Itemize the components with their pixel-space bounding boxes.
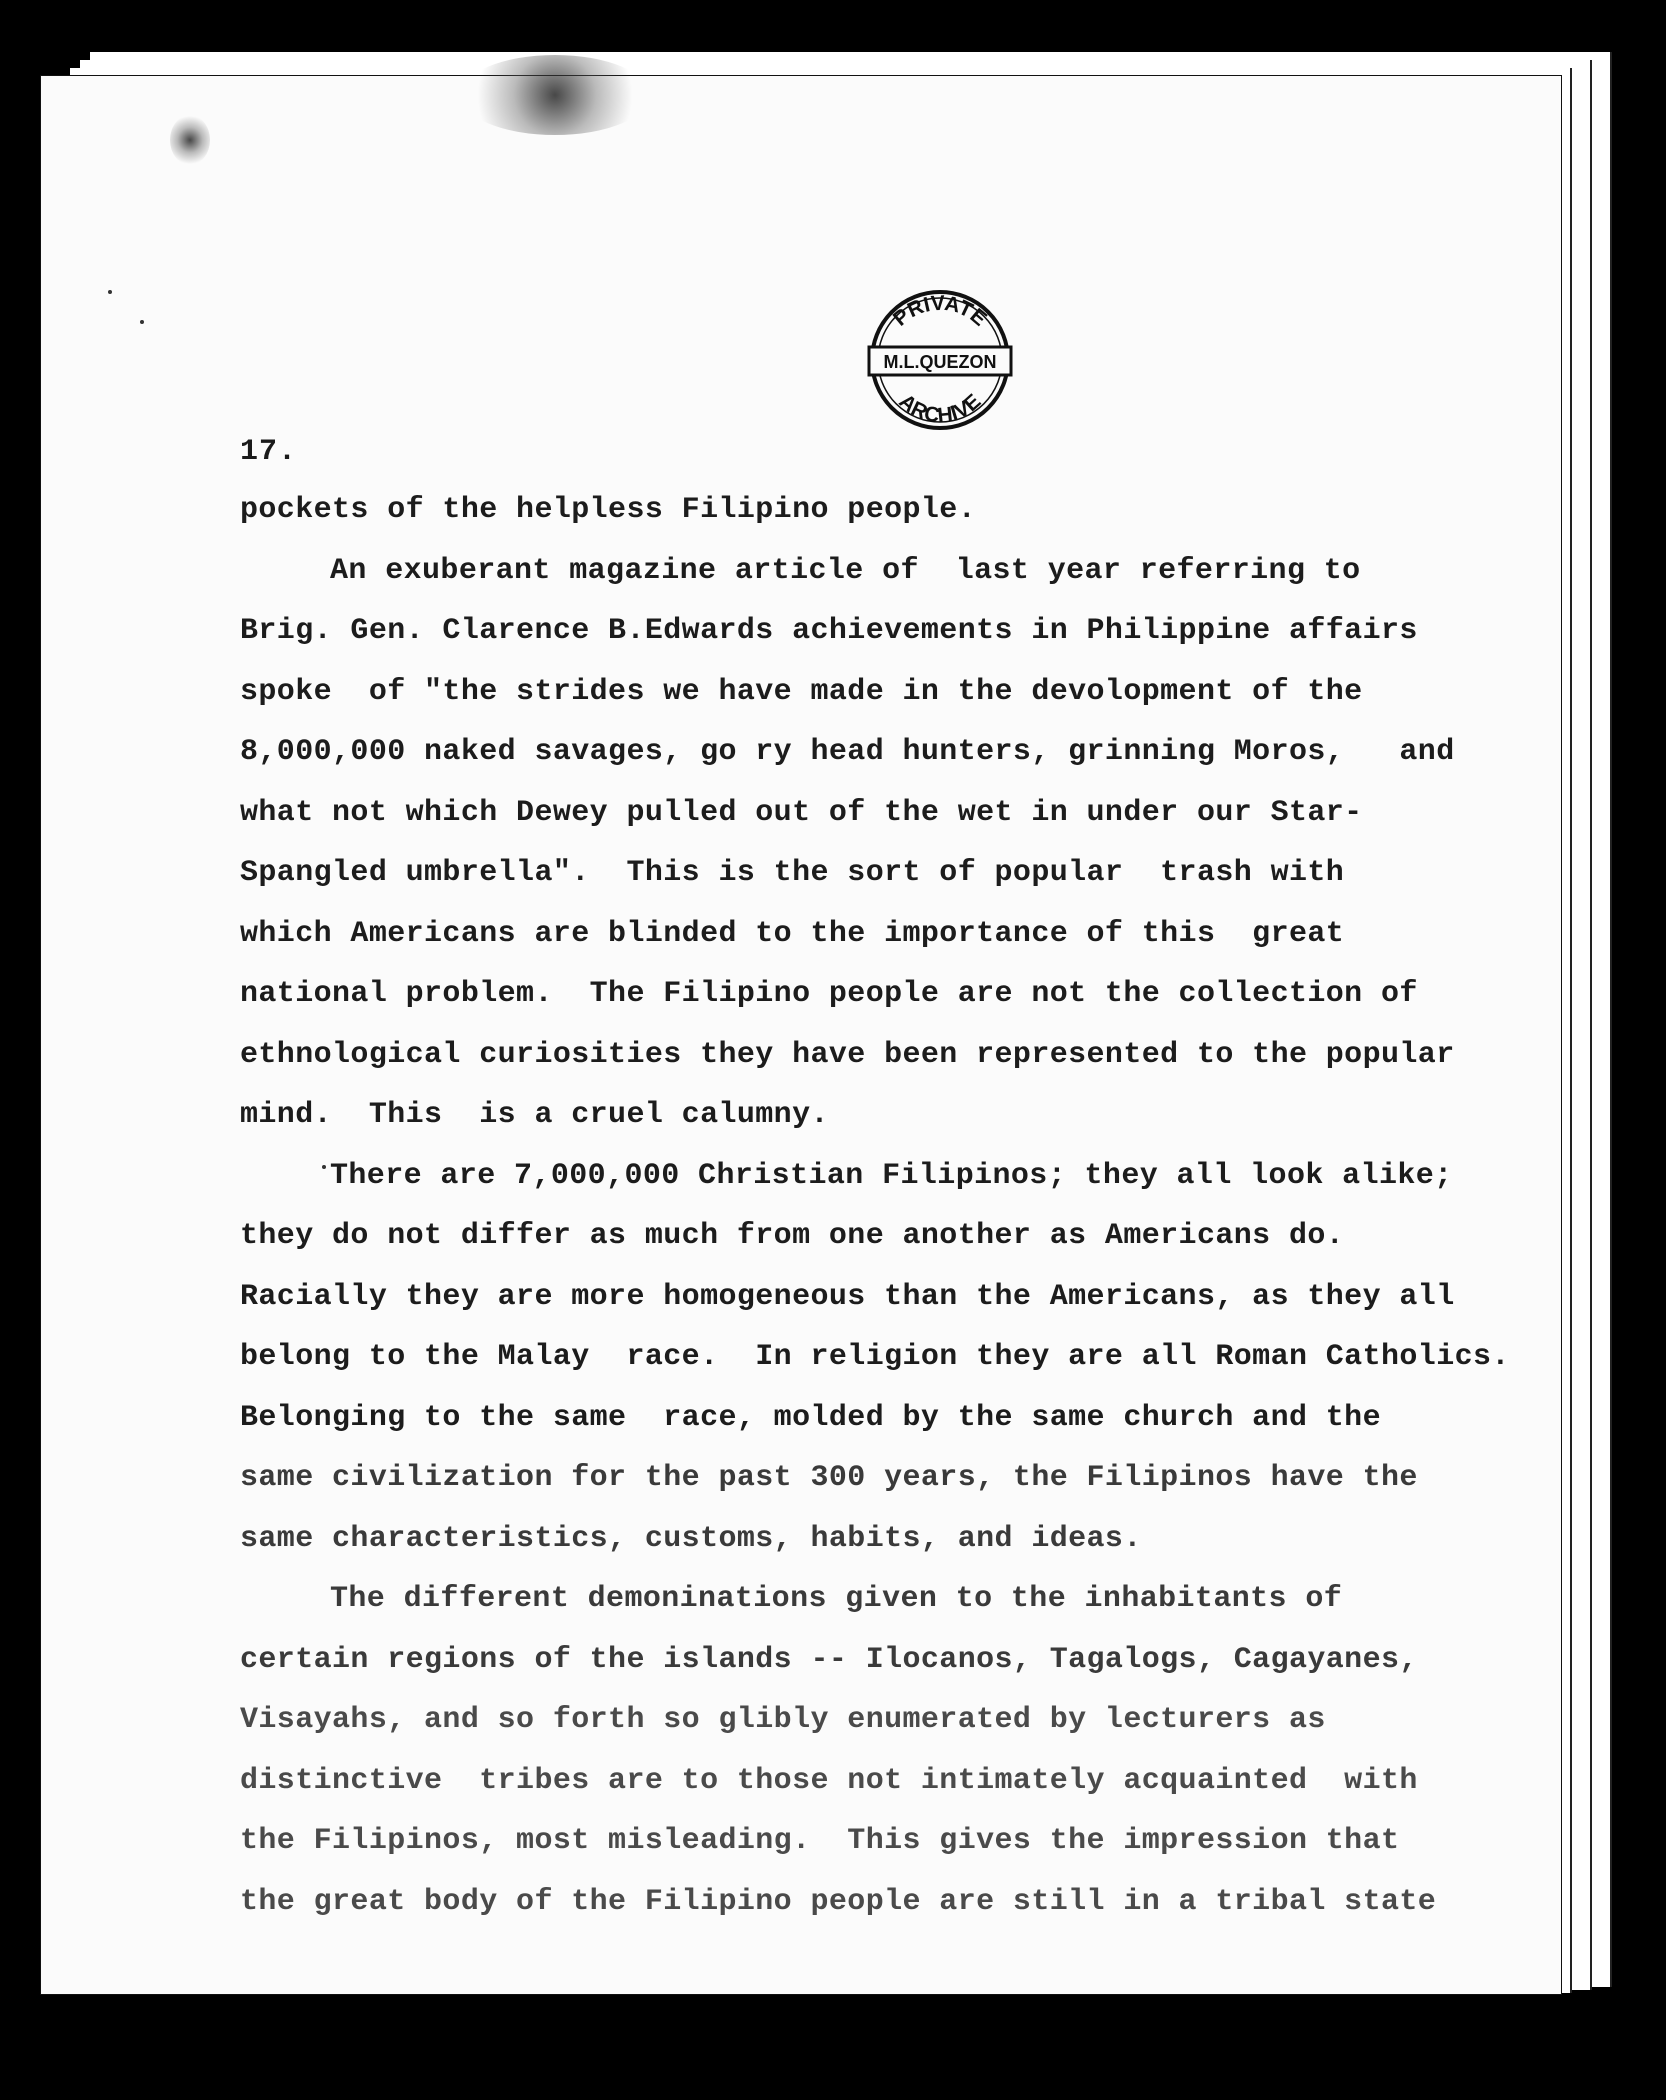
text-line: Visayahs, and so forth so glibly enumerated by lecturers as — [240, 1703, 1326, 1737]
ink-speck — [140, 320, 144, 324]
page-number: 17. — [240, 435, 298, 469]
text-line: spoke of "the strides we have made in the devolopment of the — [240, 674, 1363, 709]
text-line: Racially they are more homogeneous than the Americans, as they all — [240, 1279, 1455, 1314]
text-line: distinctive tribes are to those not intimately acquainted with — [240, 1763, 1418, 1798]
stamp-center-text: M.L.QUEZON — [883, 352, 997, 372]
ink-smudge — [460, 55, 650, 135]
text-line: same characteristics, customs, habits, and ideas. — [240, 1521, 1142, 1556]
text-line: the great body of the Filipino people are still in a tribal state — [240, 1884, 1437, 1919]
text-line: certain regions of the islands -- Ilocanos, Tagalogs, Cagayanes, — [240, 1642, 1418, 1677]
text-line: pockets of the helpless Filipino people. — [240, 493, 977, 527]
text-line: mind. This is a cruel calumny. — [240, 1098, 829, 1132]
typewritten-body — [240, 480, 1570, 1932]
text-line: national problem. The Filipino people are not the collection of — [240, 977, 1418, 1011]
svg-text:PRIVATE — [889, 292, 991, 331]
stamp-top-text: PRIVATE — [888, 291, 992, 331]
text-line: ethnological curiosities they have been represented to the popular — [240, 1037, 1455, 1072]
text-line: belong to the Malay race. In religion they are all Roman Catholics. — [240, 1340, 1510, 1374]
text-line: the Filipinos, most misleading. This gives the impression that — [240, 1824, 1400, 1858]
text-line: Spangled umbrella". This is the sort of popular trash with — [240, 856, 1345, 890]
text-line: what not which Dewey pulled out of the wet in under our Star- — [240, 795, 1363, 830]
text-line: same civilization for the past 300 years, the Filipinos have the — [240, 1461, 1418, 1495]
text-line: An exuberant magazine article of last year referring to — [330, 553, 1361, 588]
text-line: they do not differ as much from one another as Americans do. — [240, 1219, 1345, 1253]
text-line: Belonging to the same race, molded by the same church and the — [240, 1400, 1381, 1435]
ink-smudge — [170, 115, 210, 165]
stamp-bottom-text: ARCHIVE — [894, 389, 986, 428]
text-line: The different demoninations given to the inhabitants of — [330, 1582, 1343, 1616]
document-page — [40, 75, 1562, 1995]
ink-speck — [108, 290, 112, 294]
text-line: There are 7,000,000 Christian Filipinos; they all look alike; — [330, 1158, 1453, 1193]
archive-stamp-icon — [865, 285, 1015, 435]
text-line: 8,000,000 naked savages, go ry head hunters, grinning Moros, and — [240, 735, 1455, 769]
text-line: which Americans are blinded to the importance of this great — [240, 916, 1345, 951]
text-line: Brig. Gen. Clarence B.Edwards achievements in Philippine affairs — [240, 614, 1418, 648]
